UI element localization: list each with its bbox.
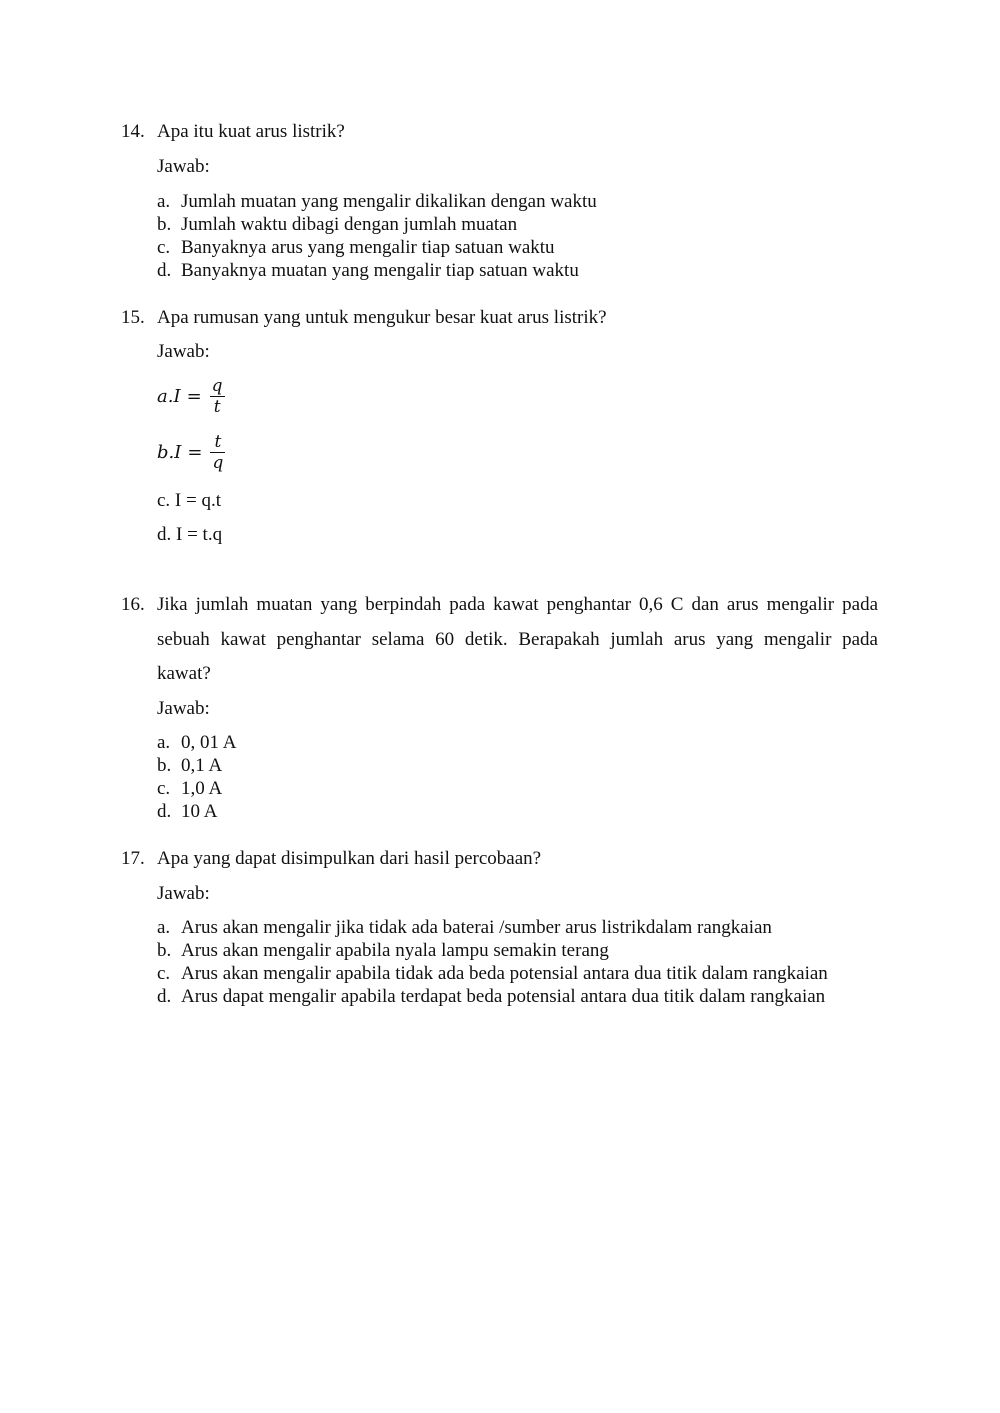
option-letter: c. bbox=[157, 963, 171, 984]
answer-label: Jawab: bbox=[157, 698, 210, 719]
formula-prefix: b.I bbox=[157, 441, 182, 463]
question-text-line: sebuah kawat penghantar selama 60 detik. Berapakah jumlah arus yang mengalir pada bbox=[157, 629, 878, 650]
option-letter: a. bbox=[157, 732, 171, 753]
formula-option-b bbox=[157, 427, 225, 477]
option-letter: b. bbox=[157, 755, 172, 776]
answer-label: Jawab: bbox=[157, 883, 210, 904]
formula-option-a bbox=[157, 371, 225, 421]
option-text: Arus akan mengalir apabila tidak ada beda potensial antara dua titik dalam rangkaian bbox=[181, 963, 828, 984]
answer-label: Jawab: bbox=[157, 156, 210, 177]
option-text: 0, 01 A bbox=[181, 732, 237, 753]
numerator: t bbox=[214, 431, 222, 452]
option-letter: d. bbox=[157, 260, 172, 281]
option-letter: d. bbox=[157, 801, 172, 822]
option-letter: c. bbox=[157, 778, 171, 799]
formula-option-d: d. I = t.q bbox=[157, 524, 223, 545]
denominator: t bbox=[213, 396, 221, 417]
answer-label: Jawab: bbox=[157, 341, 210, 362]
option-text: Banyaknya muatan yang mengalir tiap satuan waktu bbox=[181, 260, 579, 281]
question-number: 17. bbox=[121, 848, 145, 869]
option-letter: a. bbox=[157, 917, 171, 938]
fraction bbox=[210, 376, 225, 417]
option-letter: a. bbox=[157, 191, 171, 212]
numerator: q bbox=[211, 375, 223, 396]
question-text: Apa itu kuat arus listrik? bbox=[157, 121, 345, 142]
option-text: Jumlah muatan yang mengalir dikalikan dengan waktu bbox=[181, 191, 597, 212]
option-letter: d. bbox=[157, 986, 172, 1007]
question-text: Apa yang dapat disimpulkan dari hasil percobaan? bbox=[157, 848, 542, 869]
option-text: 10 A bbox=[181, 801, 218, 822]
question-number: 16. bbox=[121, 594, 145, 615]
denominator: q bbox=[212, 452, 224, 473]
equals-sign: = bbox=[186, 385, 202, 407]
question-number: 14. bbox=[121, 121, 145, 142]
option-text: 0,1 A bbox=[181, 755, 223, 776]
option-letter: c. bbox=[157, 237, 171, 258]
equals-sign: = bbox=[187, 441, 203, 463]
formula-option-c: c. I = q.t bbox=[157, 490, 222, 511]
question-text: Apa rumusan yang untuk mengukur besar kuat arus listrik? bbox=[157, 307, 607, 328]
option-text: Arus akan mengalir jika tidak ada baterai /sumber arus listrikdalam rangkaian bbox=[181, 917, 772, 938]
option-letter: b. bbox=[157, 214, 172, 235]
fraction bbox=[210, 432, 225, 473]
option-text: Arus akan mengalir apabila nyala lampu semakin terang bbox=[181, 940, 609, 961]
option-letter: b. bbox=[157, 940, 172, 961]
question-number: 15. bbox=[121, 307, 145, 328]
question-text-line: kawat? bbox=[157, 663, 211, 684]
question-text-line: Jika jumlah muatan yang berpindah pada kawat penghantar 0,6 C dan arus mengalir pada bbox=[157, 594, 878, 615]
formula-prefix: a.I bbox=[157, 385, 181, 407]
option-text: Arus dapat mengalir apabila terdapat beda potensial antara dua titik dalam rangkaian bbox=[181, 986, 826, 1007]
option-text: Jumlah waktu dibagi dengan jumlah muatan bbox=[181, 214, 518, 235]
option-text: 1,0 A bbox=[181, 778, 223, 799]
option-text: Banyaknya arus yang mengalir tiap satuan waktu bbox=[181, 237, 555, 258]
